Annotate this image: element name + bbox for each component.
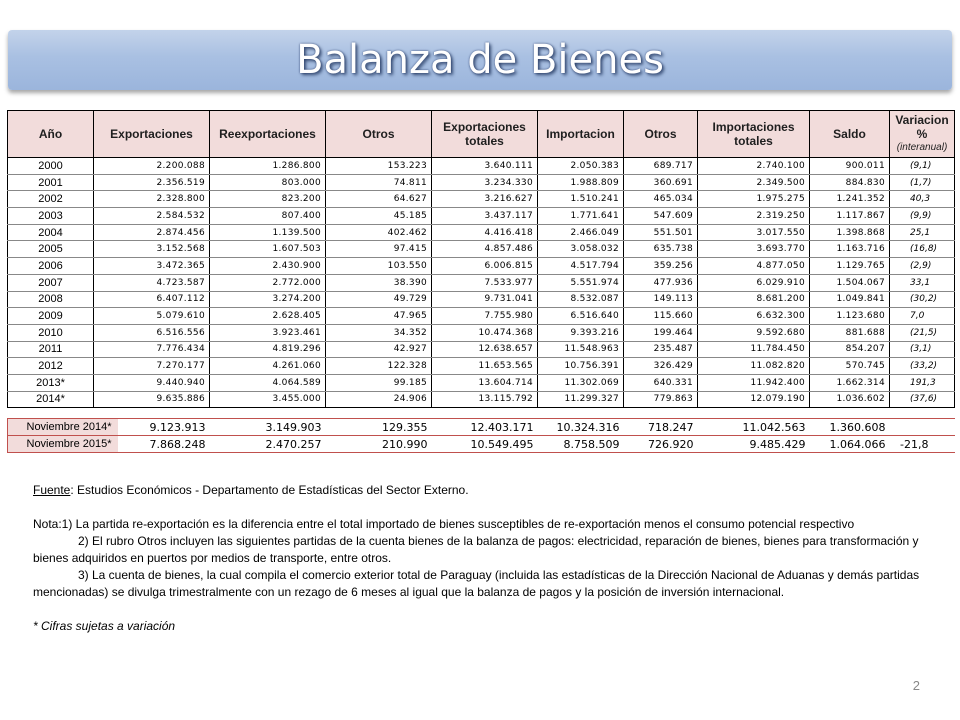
- table-row: [8, 224, 955, 241]
- value-cell: 1.163.716: [810, 241, 890, 258]
- value-cell: 2.319.250: [698, 208, 810, 225]
- value-cell: 3.058.032: [538, 241, 624, 258]
- year-cell: 2003: [8, 208, 94, 225]
- value-cell: 3.640.111: [432, 158, 538, 175]
- value-cell: 64.627: [326, 191, 432, 208]
- value-cell: 900.011: [810, 158, 890, 175]
- period-label: Noviembre 2014*: [8, 419, 118, 436]
- value-cell: 4.517.794: [538, 258, 624, 275]
- value-cell: 13.115.792: [432, 391, 538, 408]
- value-cell: 9.440.940: [94, 374, 210, 391]
- value-cell: 465.034: [624, 191, 698, 208]
- value-cell: 12.403.171: [432, 419, 538, 436]
- value-cell: 10.324.316: [538, 419, 624, 436]
- table-row: [8, 341, 955, 358]
- header-reexports: Reexportaciones: [210, 111, 326, 158]
- value-cell: 49.729: [326, 291, 432, 308]
- header-imports: Importacion: [538, 111, 624, 158]
- value-cell: 9.123.913: [118, 419, 210, 436]
- variation-cell: (9,1): [890, 158, 955, 175]
- value-cell: 547.609: [624, 208, 698, 225]
- value-cell: 3.693.770: [698, 241, 810, 258]
- value-cell: 360.691: [624, 174, 698, 191]
- value-cell: 9.485.429: [698, 436, 810, 453]
- variation-cell: -21,8: [890, 436, 955, 453]
- monthly-row: [8, 436, 955, 453]
- source-text: : Estudios Económicos - Departamento de Estadísticas del Sector Externo.: [70, 483, 469, 497]
- value-cell: 8.681.200: [698, 291, 810, 308]
- value-cell: 11.548.963: [538, 341, 624, 358]
- value-cell: 3.274.200: [210, 291, 326, 308]
- value-cell: 3.152.568: [94, 241, 210, 258]
- source-line: [33, 482, 933, 499]
- value-cell: 2.470.257: [210, 436, 326, 453]
- variation-cell: (33,2): [890, 358, 955, 375]
- value-cell: 570.745: [810, 358, 890, 375]
- year-cell: 2001: [8, 174, 94, 191]
- value-cell: 3.149.903: [210, 419, 326, 436]
- value-cell: 34.352: [326, 324, 432, 341]
- value-cell: 3.017.550: [698, 224, 810, 241]
- value-cell: 9.393.216: [538, 324, 624, 341]
- value-cell: 7.533.977: [432, 274, 538, 291]
- value-cell: 1.360.608: [810, 419, 890, 436]
- variation-cell: (37,6): [890, 391, 955, 408]
- value-cell: 11.302.069: [538, 374, 624, 391]
- header-total-imports: Importaciones totales: [698, 111, 810, 158]
- value-cell: 10.549.495: [432, 436, 538, 453]
- value-cell: 9.592.680: [698, 324, 810, 341]
- value-cell: 9.635.886: [94, 391, 210, 408]
- value-cell: 38.390: [326, 274, 432, 291]
- value-cell: 635.738: [624, 241, 698, 258]
- variation-cell: [890, 419, 955, 436]
- value-cell: 551.501: [624, 224, 698, 241]
- value-cell: 2.200.088: [94, 158, 210, 175]
- value-cell: 1.286.800: [210, 158, 326, 175]
- value-cell: 3.472.365: [94, 258, 210, 275]
- value-cell: 2.430.900: [210, 258, 326, 275]
- value-cell: 12.638.657: [432, 341, 538, 358]
- table-row: [8, 308, 955, 325]
- value-cell: 803.000: [210, 174, 326, 191]
- value-cell: 3.437.117: [432, 208, 538, 225]
- value-cell: 149.113: [624, 291, 698, 308]
- table-row: [8, 324, 955, 341]
- value-cell: 2.356.519: [94, 174, 210, 191]
- variation-cell: 25,1: [890, 224, 955, 241]
- period-label: Noviembre 2015*: [8, 436, 118, 453]
- value-cell: 6.029.910: [698, 274, 810, 291]
- variation-cell: (3,1): [890, 341, 955, 358]
- value-cell: 103.550: [326, 258, 432, 275]
- value-cell: 99.185: [326, 374, 432, 391]
- value-cell: 11.942.400: [698, 374, 810, 391]
- value-cell: 3.923.461: [210, 324, 326, 341]
- monthly-body: [8, 419, 955, 453]
- value-cell: 10.756.391: [538, 358, 624, 375]
- value-cell: 12.079.190: [698, 391, 810, 408]
- value-cell: 2.050.383: [538, 158, 624, 175]
- value-cell: 6.632.300: [698, 308, 810, 325]
- value-cell: 884.830: [810, 174, 890, 191]
- year-cell: 2008: [8, 291, 94, 308]
- value-cell: 4.064.589: [210, 374, 326, 391]
- value-cell: 854.207: [810, 341, 890, 358]
- value-cell: 3.216.627: [432, 191, 538, 208]
- value-cell: 11.784.450: [698, 341, 810, 358]
- value-cell: 1.504.067: [810, 274, 890, 291]
- value-cell: 5.551.974: [538, 274, 624, 291]
- table-row: [8, 274, 955, 291]
- table-row: [8, 391, 955, 408]
- year-cell: 2007: [8, 274, 94, 291]
- header-others-exports: Otros: [326, 111, 432, 158]
- value-cell: 74.811: [326, 174, 432, 191]
- header-variation: [890, 111, 955, 158]
- value-cell: 115.660: [624, 308, 698, 325]
- table-row: [8, 174, 955, 191]
- value-cell: 1.123.680: [810, 308, 890, 325]
- year-cell: 2005: [8, 241, 94, 258]
- value-cell: 3.455.000: [210, 391, 326, 408]
- value-cell: 122.328: [326, 358, 432, 375]
- table-row: [8, 358, 955, 375]
- value-cell: 4.857.486: [432, 241, 538, 258]
- value-cell: 402.462: [326, 224, 432, 241]
- value-cell: 9.731.041: [432, 291, 538, 308]
- value-cell: 2.466.049: [538, 224, 624, 241]
- value-cell: 326.429: [624, 358, 698, 375]
- value-cell: 359.256: [624, 258, 698, 275]
- year-cell: 2010: [8, 324, 94, 341]
- value-cell: 8.532.087: [538, 291, 624, 308]
- value-cell: 4.261.060: [210, 358, 326, 375]
- variation-cell: (21,5): [890, 324, 955, 341]
- value-cell: 7.755.980: [432, 308, 538, 325]
- note-1: Nota:1) La partida re-exportación es la diferencia entre el total importado de bienes susceptibles de re-exportación menos el consumo potencial respectivo: [33, 517, 855, 531]
- value-cell: 11.082.820: [698, 358, 810, 375]
- value-cell: 1.398.868: [810, 224, 890, 241]
- variation-cell: (1,7): [890, 174, 955, 191]
- value-cell: 4.723.587: [94, 274, 210, 291]
- value-cell: 11.653.565: [432, 358, 538, 375]
- value-cell: 2.584.532: [94, 208, 210, 225]
- year-cell: 2013*: [8, 374, 94, 391]
- value-cell: 477.936: [624, 274, 698, 291]
- value-cell: 1.771.641: [538, 208, 624, 225]
- value-cell: 1.064.066: [810, 436, 890, 453]
- variation-cell: (9,9): [890, 208, 955, 225]
- monthly-row: [8, 419, 955, 436]
- value-cell: 97.415: [326, 241, 432, 258]
- variation-cell: 7,0: [890, 308, 955, 325]
- table-row: [8, 208, 955, 225]
- value-cell: 779.863: [624, 391, 698, 408]
- variation-cell: (16,8): [890, 241, 955, 258]
- value-cell: 7.868.248: [118, 436, 210, 453]
- variation-cell: (2,9): [890, 258, 955, 275]
- page-title: Balanza de Bienes: [296, 37, 664, 83]
- variation-cell: 191,3: [890, 374, 955, 391]
- value-cell: 2.740.100: [698, 158, 810, 175]
- value-cell: 11.042.563: [698, 419, 810, 436]
- header-total-exports: Exportaciones totales: [432, 111, 538, 158]
- value-cell: 10.474.368: [432, 324, 538, 341]
- value-cell: 153.223: [326, 158, 432, 175]
- value-cell: 1.510.241: [538, 191, 624, 208]
- value-cell: 7.270.177: [94, 358, 210, 375]
- year-cell: 2009: [8, 308, 94, 325]
- value-cell: 726.920: [624, 436, 698, 453]
- value-cell: 4.877.050: [698, 258, 810, 275]
- header-balance: Saldo: [810, 111, 890, 158]
- value-cell: 1.241.352: [810, 191, 890, 208]
- value-cell: 47.965: [326, 308, 432, 325]
- value-cell: 1.036.602: [810, 391, 890, 408]
- value-cell: 2.628.405: [210, 308, 326, 325]
- value-cell: 689.717: [624, 158, 698, 175]
- value-cell: 1.975.275: [698, 191, 810, 208]
- value-cell: 129.355: [326, 419, 432, 436]
- value-cell: 199.464: [624, 324, 698, 341]
- header-variation-note: (interanual): [896, 142, 948, 153]
- value-cell: 6.516.556: [94, 324, 210, 341]
- year-cell: 2002: [8, 191, 94, 208]
- monthly-comparison-table: [7, 418, 955, 453]
- value-cell: 881.688: [810, 324, 890, 341]
- value-cell: 6.006.815: [432, 258, 538, 275]
- variation-cell: 33,1: [890, 274, 955, 291]
- value-cell: 210.990: [326, 436, 432, 453]
- value-cell: 4.819.296: [210, 341, 326, 358]
- year-cell: 2011: [8, 341, 94, 358]
- variation-cell: (30,2): [890, 291, 955, 308]
- year-cell: 2000: [8, 158, 94, 175]
- note-3: 3) La cuenta de bienes, la cual compila el comercio exterior total de Paraguay (incluida las estadísticas de la Dirección Nacional de Aduanas y demás partidas mencionadas) se divulga trimestralmente con un rezago de 6 meses al igual que la balanza de pagos y la posición de inversión internacional.: [33, 568, 920, 599]
- value-cell: 2.874.456: [94, 224, 210, 241]
- value-cell: 8.758.509: [538, 436, 624, 453]
- goods-balance-table: [7, 110, 955, 408]
- value-cell: 3.234.330: [432, 174, 538, 191]
- year-cell: 2012: [8, 358, 94, 375]
- value-cell: 1.607.503: [210, 241, 326, 258]
- value-cell: 6.516.640: [538, 308, 624, 325]
- value-cell: 4.416.418: [432, 224, 538, 241]
- table-row: [8, 241, 955, 258]
- table-row: [8, 158, 955, 175]
- value-cell: 45.185: [326, 208, 432, 225]
- year-cell: 2014*: [8, 391, 94, 408]
- value-cell: 718.247: [624, 419, 698, 436]
- table-header-row: [8, 111, 955, 158]
- value-cell: 807.400: [210, 208, 326, 225]
- value-cell: 640.331: [624, 374, 698, 391]
- value-cell: 6.407.112: [94, 291, 210, 308]
- value-cell: 24.906: [326, 391, 432, 408]
- header-others-imports: Otros: [624, 111, 698, 158]
- table-row: [8, 291, 955, 308]
- value-cell: 1.049.841: [810, 291, 890, 308]
- value-cell: 1.129.765: [810, 258, 890, 275]
- table-row: [8, 374, 955, 391]
- value-cell: 13.604.714: [432, 374, 538, 391]
- table-row: [8, 191, 955, 208]
- value-cell: 2.772.000: [210, 274, 326, 291]
- footnote: * Cifras sujetas a variación: [33, 619, 176, 633]
- header-variation-label: Variacion %: [895, 113, 949, 141]
- value-cell: 1.139.500: [210, 224, 326, 241]
- notes-section: [33, 482, 933, 635]
- header-exports: Exportaciones: [94, 111, 210, 158]
- value-cell: 2.349.500: [698, 174, 810, 191]
- variation-cell: 40,3: [890, 191, 955, 208]
- year-cell: 2006: [8, 258, 94, 275]
- source-label: Fuente: [33, 483, 71, 497]
- value-cell: 823.200: [210, 191, 326, 208]
- page-number: 2: [912, 678, 920, 693]
- value-cell: 1.988.809: [538, 174, 624, 191]
- value-cell: 1.117.867: [810, 208, 890, 225]
- value-cell: 235.487: [624, 341, 698, 358]
- value-cell: 2.328.800: [94, 191, 210, 208]
- value-cell: 1.662.314: [810, 374, 890, 391]
- note-2: 2) El rubro Otros incluyen las siguientes partidas de la cuenta bienes de la balanza de pagos: electricidad, reparación de bienes, bienes para transformación y bienes adquiridos en puertos por medios de transporte, entre otros.: [33, 534, 919, 565]
- value-cell: 7.776.434: [94, 341, 210, 358]
- table-body: [8, 158, 955, 408]
- value-cell: 5.079.610: [94, 308, 210, 325]
- value-cell: 11.299.327: [538, 391, 624, 408]
- year-cell: 2004: [8, 224, 94, 241]
- table-row: [8, 258, 955, 275]
- value-cell: 42.927: [326, 341, 432, 358]
- header-year: Año: [8, 111, 94, 158]
